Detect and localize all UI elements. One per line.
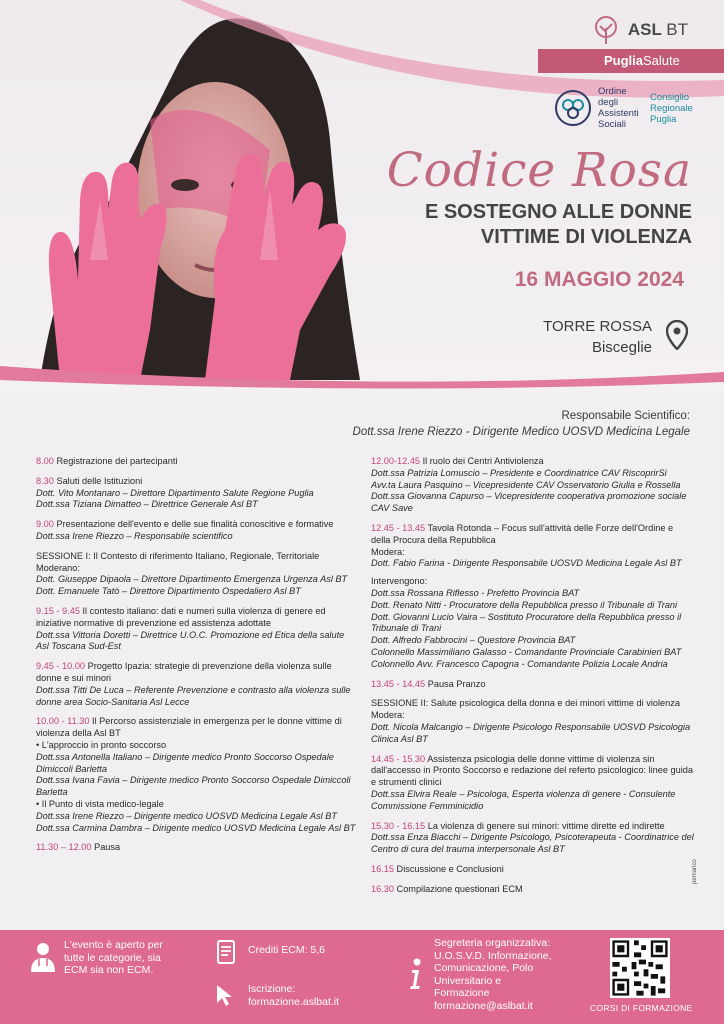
registration-link[interactable]: formazione.aslbat.it (248, 995, 340, 1008)
pink-sweep (0, 366, 724, 392)
program-item: 13.45 - 14.45 Pausa Pranzo (371, 678, 486, 689)
tree-icon (592, 16, 620, 44)
session-2: SESSIONE II: Salute psicologica della donna e dei minori vittime di violenza Modera: Dott. Nicola Malcangio – Dirigente Psicologo Responsabile UOSVD Psicologia Clinica Asl BT (371, 698, 691, 744)
ordine-emblem-icon (554, 89, 592, 127)
ordine-text: Ordine degli Assistenti Sociali (598, 86, 639, 130)
program-item: 9.00 Presentazione dell'evento e delle sue finalità conoscitive e formative Dott.ssa Irene Riezzo – Responsabile scientifico (36, 519, 334, 541)
ecm-credits: Crediti ECM: 5,6 (248, 944, 326, 956)
cursor-icon (214, 984, 234, 1008)
program-item: 10.00 - 11.30 Il Percorso assistenziale in emergenza per le donne vittime di violenza della Asl BT • L'approccio in pronto soccorso Dott.ssa Antonella Italiano – Dirigente medico Pronto Soccorso Ospedale Dimiccoli Barletta Dott.ssa Ivana Favia – Dirigente medico Pronto Soccorso Ospedale Dimiccoli Barletta • Il Punto di vista medico-legale Dott.ssa Irene Riezzo – Dirigente medico UOSVD Medicina Legale Asl BT Dott.ssa Carmina Dambra – Dirigente medico UOSVD Medicina Legale Asl BT (36, 716, 356, 833)
program-item: 8.30 Saluti delle Istituzioni Dott. Vito Montanaro – Direttore Dipartimento Salute Regione Puglia Dott.ssa Tiziana Dimatteo – Direttrice Generale Asl BT (36, 475, 314, 510)
document-icon (216, 940, 236, 964)
title-script: Codice Rosa (386, 143, 692, 198)
footer (0, 930, 724, 1024)
program-item: 12.45 - 13.45 Tavola Rotonda – Focus sull'attività delle Forze dell'Ordine e della Procura della Repubblica Modera: Dott. Fabio Farina - Dirigente Responsabile UOSVD Medicina Legale Asl BT Intervengono: Dott.ssa Rossana Riflesso - Prefetto Provincia BAT Dott. Renato Nitti - Procuratore della Repubblica presso il Tribunale di Trani Dott. Giovanni Lucio Vaira – Sostituto Procuratore della Repubblica presso il Tribunale di Trani Dott. Alfredo Fabbrocini – Questore Provincia BAT Colonnello Massimiliano Galasso - Comandante Provinciale Carabinieri BAT Colonnello Avv. Francesco Capogna - Comandante Polizia Locale Andria (371, 522, 682, 669)
program-right-column (371, 456, 695, 904)
program-item: 9.45 - 10.00 Progetto Ipazia: strategie di prevenzione della violenza sulle donne e sui minori Dott.ssa Titti De Luca – Referente Prevenzione e contrasto alla violenza sulle donne area Socio-Sanitaria Asl Lecce (36, 661, 351, 707)
program-item: 8.00 Registrazione dei partecipanti (36, 456, 178, 466)
event-date: 16 MAGGIO 2024 (514, 268, 684, 291)
puglia-salute-banner: PugliaSalute (538, 49, 724, 73)
location-pin-icon (666, 320, 688, 350)
program-item: 16.30 Compilazione questionari ECM (371, 883, 523, 894)
program-item: 14.45 - 15.30 Assistenza psicologia delle donne vittime di violenza sin dall'accesso in Pronto Soccorso e redazione del referto psicologico: linee guida e strumenti clinici Dott.ssa Elvira Reale – Psicologa, Esperta violenza di genere - Consulente Commissione Femminicidio (371, 753, 693, 811)
session-1: SESSIONE I: Il Contesto di riferimento Italiano, Regionale, Territoriale Moderano: Dott. Giuseppe Dipaola – Direttore Dipartimento Emergenza Urgenza Asl BT Dott. Emanuele Tatò – Direttore Dipartimento Ospedaliero Asl BT (36, 550, 348, 597)
program-item: 9.15 - 9.45 Il contesto italiano: dati e numeri sulla violenza di genere ed iniziative normative di prevenzione ed assistenza adottate Dott.ssa Vittoria Doretti – Direttrice U.O.C. Promozione ed Etica della salute Asl Toscana Sud-Est (36, 605, 345, 652)
qr-label: CORSI DI FORMAZIONE (590, 1003, 693, 1013)
consiglio-text: Consiglio Regionale Puglia (650, 91, 693, 125)
open-event-text: L'evento è aperto per tutte le categorie, sia ECM sia non ECM. (64, 939, 163, 976)
subtitle-line-1: E SOSTEGNO ALLE DONNE (424, 201, 692, 223)
registration: Iscrizione: formazione.aslbat.it (248, 983, 340, 1008)
qr-code[interactable] (610, 938, 670, 998)
scientific-responsible: Responsabile Scientifico: Dott.ssa Irene Riezzo - Dirigente Medico UOSVD Medicina Legale (352, 410, 690, 438)
info-icon (408, 958, 424, 990)
event-venue: TORRE ROSSA Bisceglie (543, 318, 652, 356)
program-item: 16.15 Discussione e Conclusioni (371, 863, 504, 874)
email-link[interactable]: formazione@aslbat.it (434, 999, 533, 1012)
subtitle-line-2: VITTIME DI VIOLENZA (480, 226, 692, 248)
program-item: 15.30 - 16.15 La violenza di genere sui minori: vittime dirette ed indirette Dott.ssa Enza Biacchi – Dirigente Psicologo, Psicoterapeuta - Coordinatrice del Centro di cura del trauma interpersonale Asl BT (371, 820, 694, 855)
program-item: 12.00-12.45 Il ruolo dei Centri Antiviolenza Dott.ssa Patrizia Lomuscio – Presidente e Coordinatrice CAV RiscoprirSi Avv.ta Laura Pasquino – Vicepresidente CAV Osservatorio Giulia e Rossella Dott.ssa Giovanna Capurso – Vicepresidente cooperativa promozione sociale CAV Save (371, 456, 687, 514)
secretariat: Segreteria organizzativa: U.O.S.V.D. Informazione, Comunicazione, Polo Universitario e Formazione formazione@aslbat.it (434, 937, 552, 1012)
designer-credit: pemarico (692, 859, 698, 884)
event-title (330, 142, 692, 250)
asl-name: ASL BT (627, 20, 688, 39)
ordine-assistenti-logo (554, 86, 693, 130)
doctor-icon (30, 942, 56, 972)
program-item: 11.30 – 12.00 Pausa (36, 842, 121, 853)
asl-bt-logo (592, 16, 688, 44)
program-left-column (36, 456, 358, 862)
